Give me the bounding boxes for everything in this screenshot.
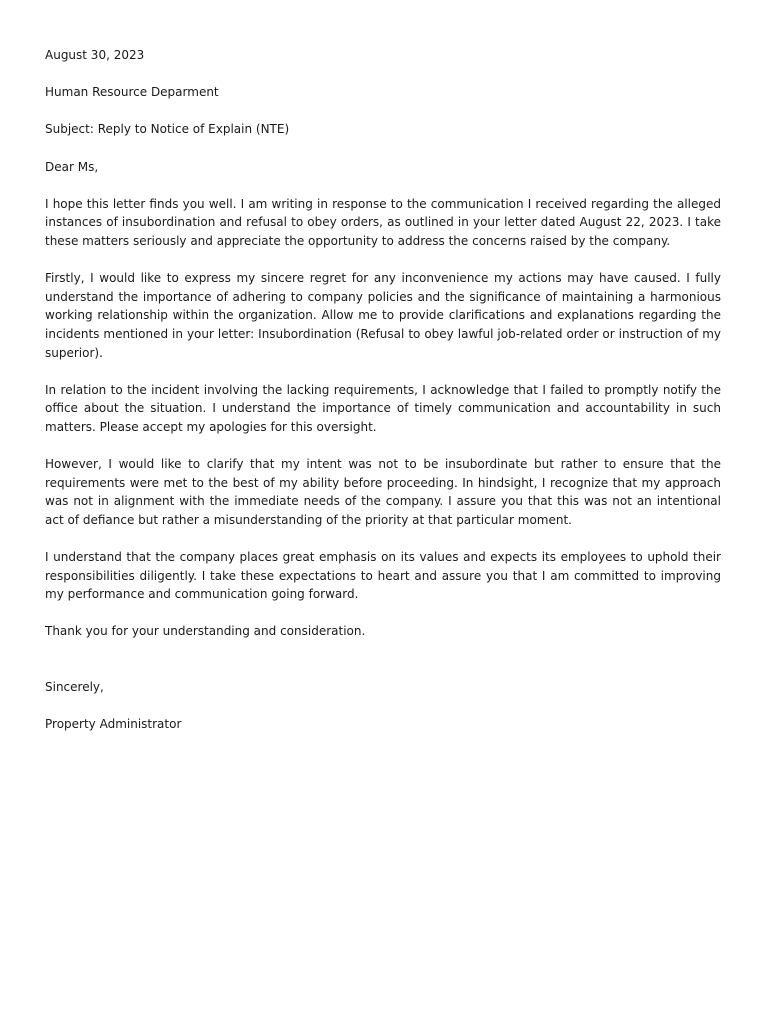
paragraph-commitment: I understand that the company places great emphasis on its values and expects its employees to uphold their responsibilities diligently. I take these expectations to heart and assure you that I am committed to improving my performance and communication going forward.: [45, 550, 721, 602]
letter-body: [45, 46, 721, 753]
paragraph-intro: I hope this letter finds you well. I am writing in response to the communication I received regarding the alleged instances of insubordination and refusal to obey orders, as outlined in your letter dated August 22, 2023. I take these matters seriously and appreciate the opportunity to address the concerns raised by the company.: [45, 196, 721, 248]
paragraph-incident: In relation to the incident involving the lacking requirements, I acknowledge that I failed to promptly notify the office about the situation. I understand the importance of timely communication and accountability in such matters. Please accept my apologies for this oversight.: [45, 382, 721, 434]
letter-signature: Property Administrator: [45, 717, 182, 732]
letter-closing: Sincerely,: [45, 680, 104, 695]
paragraph-regret: Firstly, I would like to express my sincere regret for any inconvenience my actions may have caused. I fully understand the importance of adhering to company policies and the significance of maintaining a harmonious working relationship within the organization. Allow me to provide clarifications and explanations regarding the incidents mentioned in your letter: Insubordination (Refusal to obey lawful job-related order or instruction of my superior).: [45, 271, 721, 360]
letter-thanks: Thank you for your understanding and consideration.: [45, 624, 366, 639]
closing-spacer: [45, 660, 721, 679]
letter-recipient: Human Resource Deparment: [45, 85, 219, 100]
letter-subject: Subject: Reply to Notice of Explain (NTE): [45, 122, 290, 137]
paragraph-clarification: However, I would like to clarify that my intent was not to be insubordinate but rather to ensure that the requirements were met to the best of my ability before proceeding. In hindsight, I recognize that my approach was not in alignment with the immediate needs of the company. I assure you that this was not an intentional act of defiance but rather a misunderstanding of the priority at that particular moment.: [45, 457, 721, 527]
letter-salutation: Dear Ms,: [45, 159, 99, 174]
letter-date: August 30, 2023: [45, 48, 145, 62]
